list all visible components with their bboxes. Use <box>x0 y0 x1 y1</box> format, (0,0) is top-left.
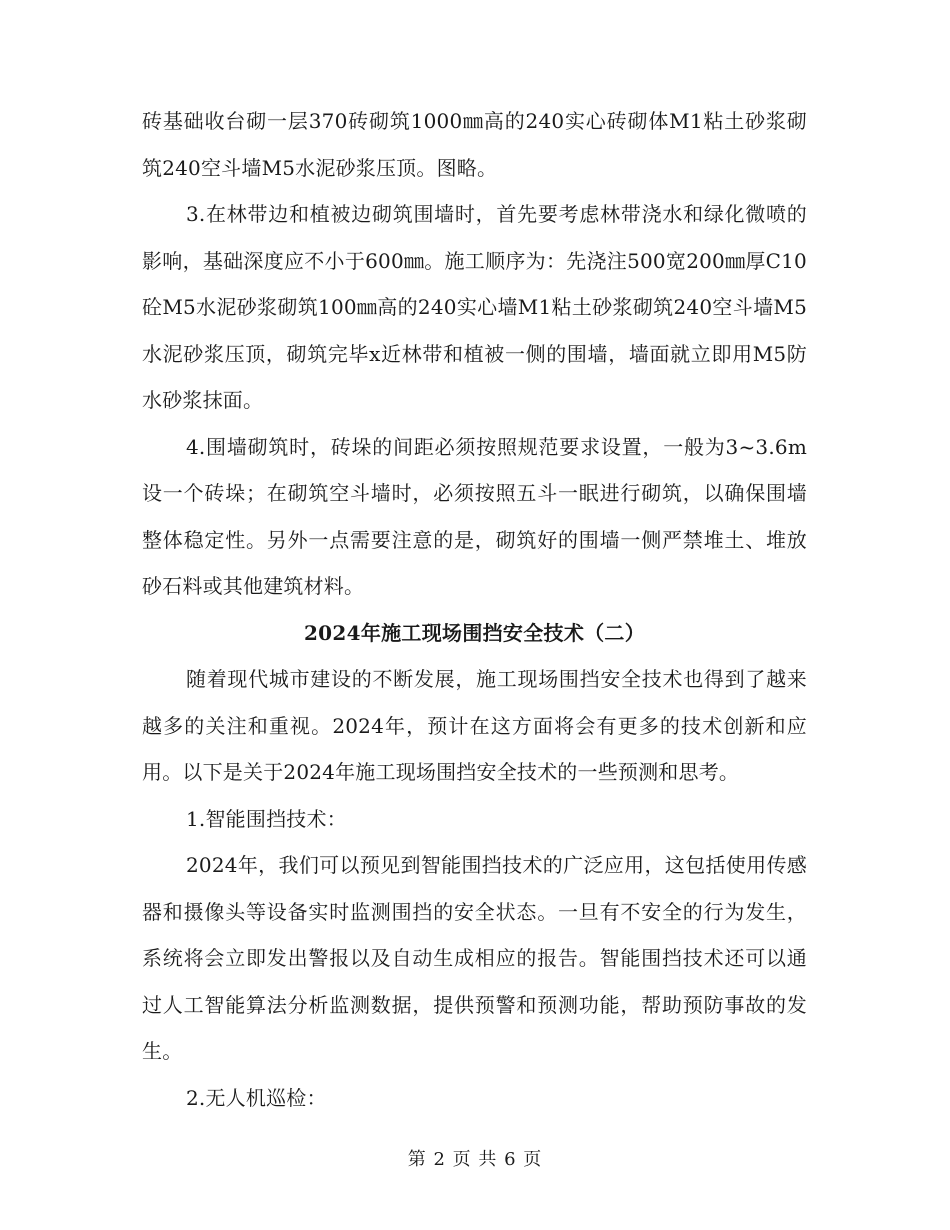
paragraph: 4.围墙砌筑时，砖垛的间距必须按照规范要求设置，一般为3~3.6m设一个砖垛；在砌筑空斗墙时，必须按照五斗一眠进行砌筑，以确保围墙整体稳定性。另外一点需要注意的是，砌筑好的围墙一侧严禁堆土、堆放砂石料或其他建筑材料。 <box>142 434 807 598</box>
section-title: 2024年施工现场围挡安全技术（二） <box>303 620 646 645</box>
list-heading: 2.无人机巡检： <box>186 1085 327 1110</box>
paragraph: 2024年，我们可以预见到智能围挡技术的广泛应用，这包括使用传感器和摄像头等设备实时监测围挡的安全状态。一旦有不安全的行为发生，系统将会立即发出警报以及自动生成相应的报告。智能围挡技术还可以通过人工智能算法分析监测数据，提供预警和预测功能，帮助预防事故的发生。 <box>142 853 807 1063</box>
paragraph: 随着现代城市建设的不断发展，施工现场围挡安全技术也得到了越来越多的关注和重视。2024年，预计在这方面将会有更多的技术创新和应用。以下是关于2024年施工现场围挡安全技术的一些预测和思考。 <box>142 667 807 784</box>
list-heading: 1.智能围挡技术： <box>186 806 347 831</box>
paragraph: 砖基础收台砌一层370砖砌筑1000㎜高的240实心砖砌体M1粘土砂浆砌筑240空斗墙M5水泥砂浆压顶。图略。 <box>142 109 807 180</box>
page-footer: 第 2 页 共 6 页 <box>407 1149 543 1170</box>
document-body <box>142 98 807 1121</box>
paragraph: 3.在林带边和植被边砌筑围墙时，首先要考虑林带浇水和绿化微喷的影响，基础深度应不小于600㎜。施工顺序为：先浇注500宽200㎜厚C10砼M5水泥砂浆砌筑100㎜高的240实心墙M1粘土砂浆砌筑240空斗墙M5水泥砂浆压顶，砌筑完毕x近林带和植被一侧的围墙，墙面就立即用M5防水砂浆抹面。 <box>142 202 807 412</box>
